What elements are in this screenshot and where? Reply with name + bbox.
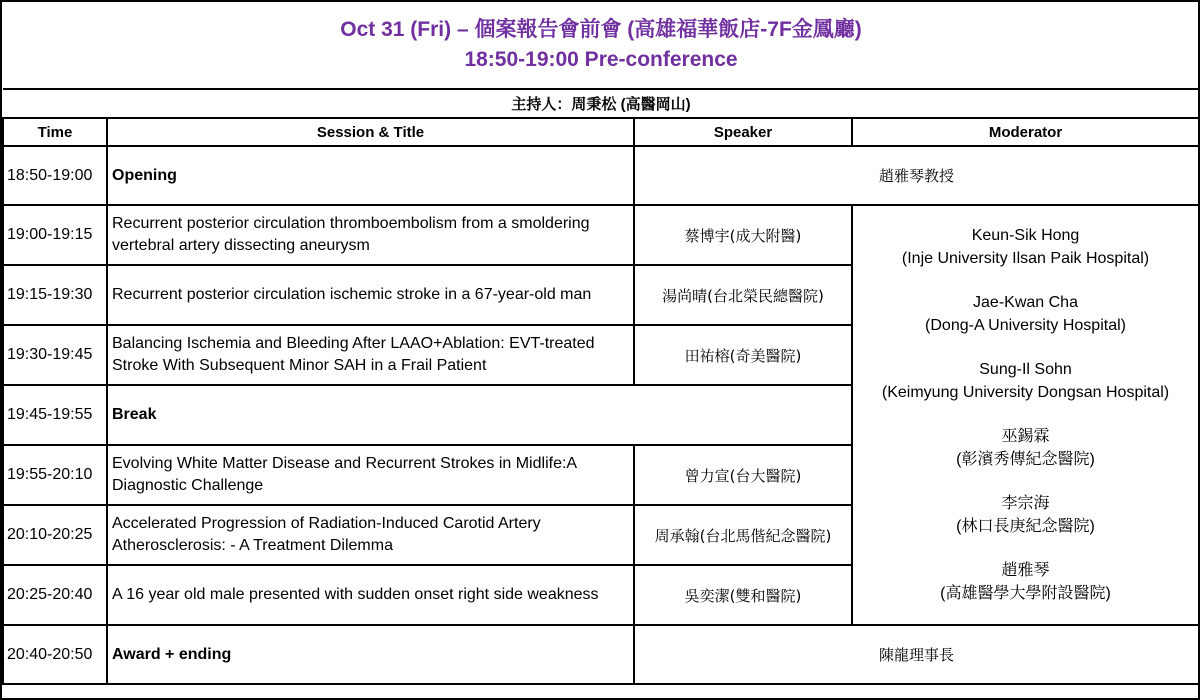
moderator-name: Jae-Kwan Cha	[973, 294, 1078, 311]
moderator-name: Sung-Il Sohn	[979, 361, 1072, 378]
time-cell: 20:40-20:50	[3, 625, 107, 684]
table-row	[3, 205, 1199, 265]
header-cell	[3, 2, 1199, 89]
header-row	[3, 2, 1199, 89]
agenda-table	[2, 2, 1200, 685]
speaker-cell: 周承翰(台北馬偕紀念醫院)	[634, 505, 852, 565]
table-row	[3, 146, 1199, 205]
column-header-session: Session & Title	[107, 118, 634, 146]
opening-moderator: 趙雅琴教授	[634, 146, 1199, 205]
moderator-entry	[855, 560, 1196, 605]
session-title: Evolving White Matter Disease and Recurrent Strokes in Midlife:A Diagnostic Challenge	[107, 445, 634, 505]
column-header-time: Time	[3, 118, 107, 146]
moderator-affiliation: (高雄醫學大學附設醫院)	[940, 584, 1111, 602]
column-header-moderator: Moderator	[852, 118, 1199, 146]
moderator-entry	[855, 493, 1196, 538]
moderator-affiliation: (彰濱秀傳紀念醫院)	[956, 450, 1095, 468]
host-row	[3, 89, 1199, 118]
time-cell: 20:10-20:25	[3, 505, 107, 565]
speaker-cell: 吳奕潔(雙和醫院)	[634, 565, 852, 625]
time-cell: 20:25-20:40	[3, 565, 107, 625]
time-cell: 19:15-19:30	[3, 265, 107, 325]
moderator-affiliation: (Inje University Ilsan Paik Hospital)	[901, 249, 1150, 267]
speaker-cell: 蔡博宇(成大附醫)	[634, 205, 852, 265]
moderator-name: 趙雅琴	[1001, 562, 1050, 579]
moderator-name: Keun-Sik Hong	[971, 227, 1080, 244]
moderator-affiliation: (林口長庚紀念醫院)	[956, 517, 1095, 535]
session-title: Award + ending	[107, 625, 634, 684]
moderator-name: 李宗海	[1001, 495, 1050, 512]
speaker-cell: 曾力宣(台大醫院)	[634, 445, 852, 505]
speaker-cell: 田祐榕(奇美醫院)	[634, 325, 852, 385]
speaker-cell: 湯尚晴(台北榮民總醫院)	[634, 265, 852, 325]
time-cell: 19:00-19:15	[3, 205, 107, 265]
page-title: Oct 31 (Fri) – 個案報告會前會 (高雄福華飯店-7F金鳳廳)	[340, 18, 862, 41]
session-title: Recurrent posterior circulation thromboembolism from a smoldering vertebral artery dissecting aneurysm	[107, 205, 634, 265]
table-row	[3, 625, 1199, 684]
session-title: Recurrent posterior circulation ischemic stroke in a 67-year-old man	[107, 265, 634, 325]
moderator-entry	[855, 292, 1196, 337]
moderator-name: 巫錫霖	[1001, 428, 1050, 445]
moderator-affiliation: (Dong-A University Hospital)	[925, 316, 1126, 334]
session-title: A 16 year old male presented with sudden onset right side weakness	[107, 565, 634, 625]
moderator-entry	[855, 426, 1196, 471]
moderator-entry	[855, 359, 1196, 404]
column-header-row	[3, 118, 1199, 146]
column-header-speaker: Speaker	[634, 118, 852, 146]
time-cell: 18:50-19:00	[3, 146, 107, 205]
host-line: 主持人：周秉松 (高醫岡山)	[3, 89, 1199, 118]
time-cell: 19:45-19:55	[3, 385, 107, 445]
moderator-affiliation: (Keimyung University Dongsan Hospital)	[881, 383, 1170, 401]
session-title: Opening	[107, 146, 634, 205]
closing-moderator: 陳龍理事長	[634, 625, 1199, 684]
session-title: Accelerated Progression of Radiation-Induced Carotid Artery Atherosclerosis: - A Treatment Dilemma	[107, 505, 634, 565]
moderator-entry	[855, 225, 1196, 270]
page-subtitle: 18:50-19:00 Pre-conference	[464, 48, 738, 71]
session-title: Balancing Ischemia and Bleeding After LAAO+Ablation: EVT-treated Stroke With Subsequent Minor SAH in a Frail Patient	[107, 325, 634, 385]
time-cell: 19:30-19:45	[3, 325, 107, 385]
moderator-panel	[852, 205, 1199, 625]
session-title: Break	[107, 385, 852, 445]
time-cell: 19:55-20:10	[3, 445, 107, 505]
